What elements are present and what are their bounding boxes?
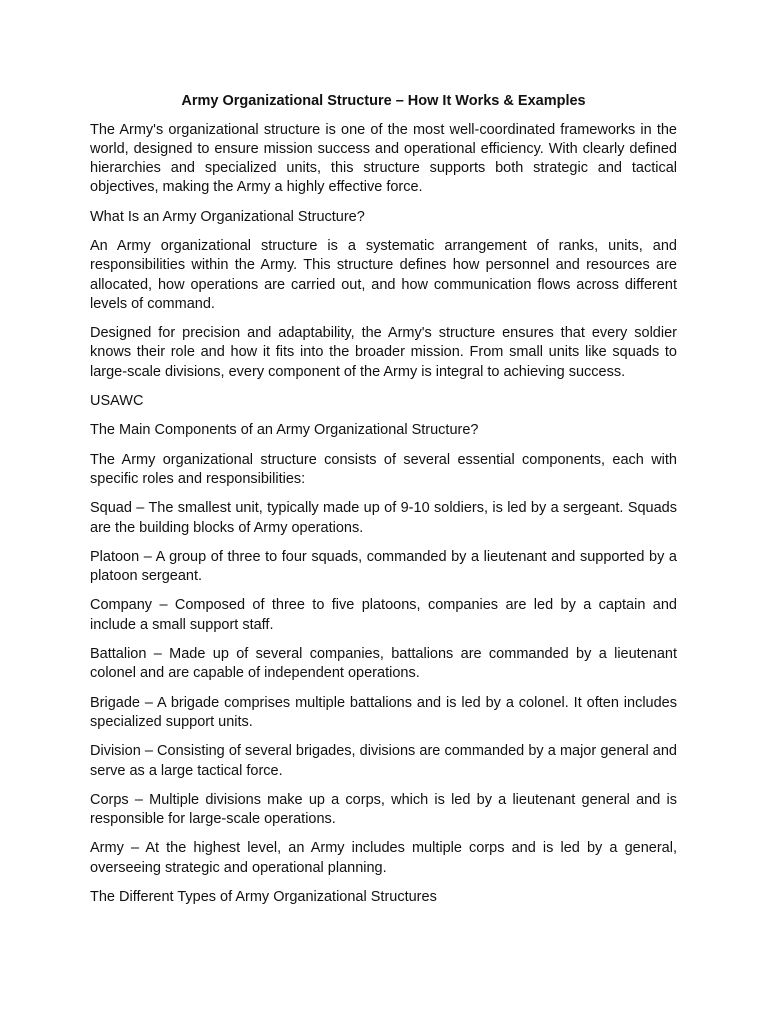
section-heading-main-components: The Main Components of an Army Organizational Structure? [90, 422, 479, 439]
design-paragraph: Designed for precision and adaptability, the Army's structure ensures that every soldier knows their role and how it fits into the broader mission. From small units like squads to large-scale divisions, every component of the Army is integral to achieving success. [90, 325, 677, 380]
definition-paragraph: An Army organizational structure is a systematic arrangement of ranks, units, and responsibilities within the Army. This structure defines how personnel and resources are allocated, how operations are carried out, and how communication flows across different levels of command. [90, 237, 677, 312]
component-squad: Squad – The smallest unit, typically made up of 9-10 soldiers, is led by a sergeant. Squads are the building blocks of Army operations. [90, 500, 677, 536]
component-company: Company – Composed of three to five platoons, companies are led by a captain and include a small support staff. [90, 597, 677, 633]
components-intro-paragraph: The Army organizational structure consists of several essential components, each with specific roles and responsibilities: [90, 451, 677, 487]
source-label: USAWC [90, 393, 144, 410]
section-heading-what-is: What Is an Army Organizational Structure? [90, 208, 365, 225]
section-heading-types: The Different Types of Army Organizational Structures [90, 889, 437, 905]
document-title: Army Organizational Structure – How It Works & Examples [181, 93, 586, 109]
component-battalion: Battalion – Made up of several companies, battalions are commanded by a lieutenant colonel and are capable of independent operations. [90, 646, 677, 682]
component-corps: Corps – Multiple divisions make up a corps, which is led by a lieutenant general and is responsible for large-scale operations. [90, 791, 677, 828]
component-division: Division – Consisting of several brigades, divisions are commanded by a major general and serve as a large tactical force. [90, 743, 677, 779]
component-army: Army – At the highest level, an Army includes multiple corps and is led by a general, overseeing strategic and operational planning. [90, 840, 677, 876]
document-page [90, 92, 677, 917]
component-platoon: Platoon – A group of three to four squads, commanded by a lieutenant and supported by a platoon sergeant. [90, 548, 677, 585]
component-brigade: Brigade – A brigade comprises multiple battalions and is led by a colonel. It often includes specialized support units. [90, 694, 677, 730]
intro-paragraph: The Army's organizational structure is one of the most well-coordinated frameworks in the world, designed to ensure mission success and operational efficiency. With clearly defined hierarchies and specialized units, this structure supports both strategic and tactical objectives, making the Army a highly effective force. [90, 121, 677, 196]
